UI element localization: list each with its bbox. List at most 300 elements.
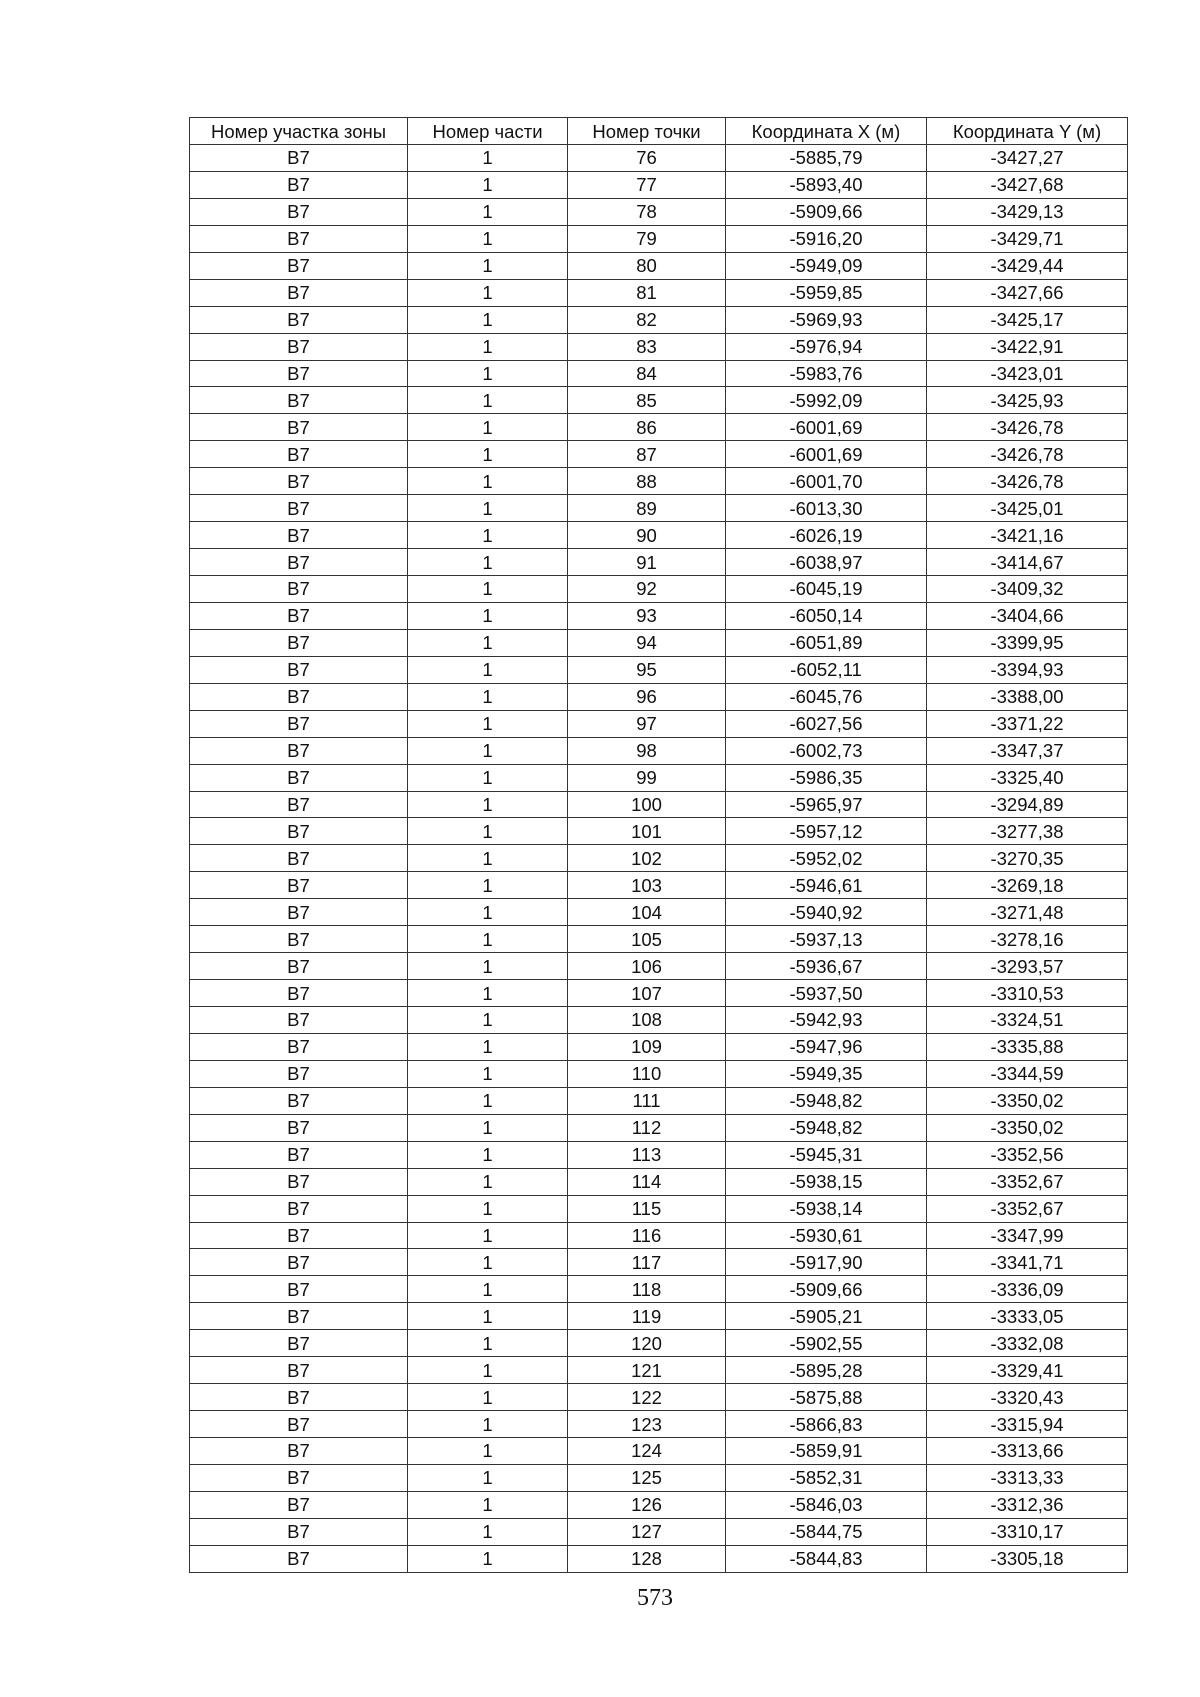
cell-coordinate-y: -3409,32	[927, 576, 1128, 603]
cell-point-number: 101	[568, 818, 726, 845]
cell-coordinate-y: -3425,93	[927, 387, 1128, 414]
cell-coordinate-x: -5959,85	[726, 279, 927, 306]
cell-coordinate-x: -5852,31	[726, 1464, 927, 1491]
cell-coordinate-y: -3329,41	[927, 1357, 1128, 1384]
cell-part-number: 1	[408, 926, 568, 953]
cell-coordinate-x: -5902,55	[726, 1330, 927, 1357]
coordinates-table	[189, 117, 1128, 1573]
table-row	[190, 1438, 1128, 1465]
cell-coordinate-x: -5948,82	[726, 1087, 927, 1114]
cell-coordinate-y: -3310,17	[927, 1518, 1128, 1545]
cell-part-number: 1	[408, 1276, 568, 1303]
table-row	[190, 953, 1128, 980]
table-row	[190, 1357, 1128, 1384]
cell-coordinate-y: -3324,51	[927, 1007, 1128, 1034]
cell-point-number: 89	[568, 495, 726, 522]
cell-coordinate-x: -5844,75	[726, 1518, 927, 1545]
cell-zone-section: В7	[190, 333, 408, 360]
cell-coordinate-x: -5937,13	[726, 926, 927, 953]
table-row	[190, 737, 1128, 764]
cell-coordinate-y: -3404,66	[927, 602, 1128, 629]
header-coordinate-x: Координата X (м)	[726, 118, 927, 145]
cell-coordinate-x: -6027,56	[726, 710, 927, 737]
cell-coordinate-y: -3371,22	[927, 710, 1128, 737]
cell-zone-section: В7	[190, 1303, 408, 1330]
table-row	[190, 360, 1128, 387]
cell-zone-section: В7	[190, 1464, 408, 1491]
cell-zone-section: В7	[190, 1007, 408, 1034]
cell-coordinate-y: -3429,71	[927, 225, 1128, 252]
cell-coordinate-y: -3333,05	[927, 1303, 1128, 1330]
table-row	[190, 1222, 1128, 1249]
cell-zone-section: В7	[190, 1195, 408, 1222]
cell-zone-section: В7	[190, 872, 408, 899]
cell-point-number: 102	[568, 845, 726, 872]
cell-zone-section: В7	[190, 602, 408, 629]
cell-part-number: 1	[408, 1141, 568, 1168]
cell-coordinate-y: -3313,33	[927, 1464, 1128, 1491]
cell-point-number: 77	[568, 171, 726, 198]
cell-coordinate-x: -5930,61	[726, 1222, 927, 1249]
cell-part-number: 1	[408, 899, 568, 926]
cell-part-number: 1	[408, 252, 568, 279]
cell-part-number: 1	[408, 1195, 568, 1222]
cell-coordinate-x: -6051,89	[726, 629, 927, 656]
cell-part-number: 1	[408, 953, 568, 980]
cell-zone-section: В7	[190, 495, 408, 522]
cell-zone-section: В7	[190, 198, 408, 225]
cell-point-number: 82	[568, 306, 726, 333]
cell-coordinate-x: -5859,91	[726, 1438, 927, 1465]
cell-part-number: 1	[408, 1222, 568, 1249]
cell-part-number: 1	[408, 1411, 568, 1438]
cell-coordinate-x: -6001,69	[726, 441, 927, 468]
table-row	[190, 441, 1128, 468]
cell-point-number: 126	[568, 1491, 726, 1518]
cell-coordinate-x: -5948,82	[726, 1114, 927, 1141]
cell-coordinate-y: -3344,59	[927, 1060, 1128, 1087]
cell-coordinate-x: -5965,97	[726, 791, 927, 818]
cell-coordinate-y: -3325,40	[927, 764, 1128, 791]
cell-coordinate-x: -5983,76	[726, 360, 927, 387]
cell-zone-section: В7	[190, 737, 408, 764]
cell-coordinate-x: -5893,40	[726, 171, 927, 198]
cell-part-number: 1	[408, 468, 568, 495]
cell-part-number: 1	[408, 576, 568, 603]
cell-part-number: 1	[408, 333, 568, 360]
table-row	[190, 1384, 1128, 1411]
cell-zone-section: В7	[190, 1087, 408, 1114]
cell-coordinate-x: -5976,94	[726, 333, 927, 360]
cell-coordinate-x: -5952,02	[726, 845, 927, 872]
cell-point-number: 97	[568, 710, 726, 737]
cell-part-number: 1	[408, 1464, 568, 1491]
cell-part-number: 1	[408, 1545, 568, 1572]
cell-point-number: 94	[568, 629, 726, 656]
table-row	[190, 1518, 1128, 1545]
cell-part-number: 1	[408, 1033, 568, 1060]
cell-zone-section: В7	[190, 1168, 408, 1195]
cell-part-number: 1	[408, 171, 568, 198]
table-row	[190, 1303, 1128, 1330]
cell-point-number: 125	[568, 1464, 726, 1491]
cell-coordinate-y: -3332,08	[927, 1330, 1128, 1357]
cell-coordinate-x: -6026,19	[726, 522, 927, 549]
cell-point-number: 111	[568, 1087, 726, 1114]
cell-zone-section: В7	[190, 522, 408, 549]
cell-coordinate-x: -5938,14	[726, 1195, 927, 1222]
cell-point-number: 107	[568, 980, 726, 1007]
cell-part-number: 1	[408, 1518, 568, 1545]
cell-coordinate-x: -5937,50	[726, 980, 927, 1007]
cell-coordinate-x: -6002,73	[726, 737, 927, 764]
cell-zone-section: В7	[190, 1438, 408, 1465]
cell-coordinate-x: -5986,35	[726, 764, 927, 791]
cell-zone-section: В7	[190, 1141, 408, 1168]
cell-part-number: 1	[408, 1303, 568, 1330]
table-row	[190, 710, 1128, 737]
cell-zone-section: В7	[190, 1276, 408, 1303]
table-row	[190, 872, 1128, 899]
table-row	[190, 1330, 1128, 1357]
table-row	[190, 198, 1128, 225]
cell-coordinate-x: -6001,69	[726, 414, 927, 441]
cell-coordinate-y: -3429,44	[927, 252, 1128, 279]
cell-part-number: 1	[408, 1330, 568, 1357]
cell-coordinate-x: -6045,19	[726, 576, 927, 603]
cell-zone-section: В7	[190, 441, 408, 468]
cell-point-number: 91	[568, 549, 726, 576]
cell-zone-section: В7	[190, 629, 408, 656]
cell-zone-section: В7	[190, 1033, 408, 1060]
cell-coordinate-x: -5866,83	[726, 1411, 927, 1438]
cell-point-number: 117	[568, 1249, 726, 1276]
cell-zone-section: В7	[190, 1545, 408, 1572]
cell-zone-section: В7	[190, 1330, 408, 1357]
cell-coordinate-y: -3294,89	[927, 791, 1128, 818]
cell-coordinate-y: -3429,13	[927, 198, 1128, 225]
cell-point-number: 90	[568, 522, 726, 549]
cell-coordinate-x: -5846,03	[726, 1491, 927, 1518]
table-row	[190, 818, 1128, 845]
cell-point-number: 76	[568, 145, 726, 172]
cell-point-number: 122	[568, 1384, 726, 1411]
cell-zone-section: В7	[190, 145, 408, 172]
cell-part-number: 1	[408, 387, 568, 414]
cell-point-number: 119	[568, 1303, 726, 1330]
cell-coordinate-y: -3422,91	[927, 333, 1128, 360]
cell-part-number: 1	[408, 1114, 568, 1141]
table-row	[190, 495, 1128, 522]
cell-coordinate-x: -6050,14	[726, 602, 927, 629]
table-row	[190, 1411, 1128, 1438]
cell-point-number: 109	[568, 1033, 726, 1060]
cell-coordinate-x: -5957,12	[726, 818, 927, 845]
cell-point-number: 105	[568, 926, 726, 953]
cell-point-number: 100	[568, 791, 726, 818]
table-row	[190, 252, 1128, 279]
cell-zone-section: В7	[190, 1384, 408, 1411]
cell-coordinate-y: -3352,67	[927, 1168, 1128, 1195]
cell-part-number: 1	[408, 1491, 568, 1518]
table-row	[190, 1060, 1128, 1087]
cell-point-number: 79	[568, 225, 726, 252]
cell-part-number: 1	[408, 683, 568, 710]
cell-zone-section: В7	[190, 414, 408, 441]
cell-coordinate-x: -5949,35	[726, 1060, 927, 1087]
cell-coordinate-x: -5969,93	[726, 306, 927, 333]
cell-coordinate-y: -3320,43	[927, 1384, 1128, 1411]
table-row	[190, 279, 1128, 306]
cell-coordinate-y: -3421,16	[927, 522, 1128, 549]
table-row	[190, 980, 1128, 1007]
table-row	[190, 1033, 1128, 1060]
cell-part-number: 1	[408, 710, 568, 737]
cell-zone-section: В7	[190, 656, 408, 683]
cell-zone-section: В7	[190, 1518, 408, 1545]
cell-point-number: 120	[568, 1330, 726, 1357]
table-row	[190, 387, 1128, 414]
cell-point-number: 116	[568, 1222, 726, 1249]
cell-coordinate-y: -3427,27	[927, 145, 1128, 172]
table-row	[190, 1249, 1128, 1276]
cell-point-number: 98	[568, 737, 726, 764]
cell-coordinate-y: -3312,36	[927, 1491, 1128, 1518]
table-row	[190, 145, 1128, 172]
cell-point-number: 78	[568, 198, 726, 225]
cell-part-number: 1	[408, 225, 568, 252]
header-point-number: Номер точки	[568, 118, 726, 145]
cell-coordinate-y: -3423,01	[927, 360, 1128, 387]
cell-zone-section: В7	[190, 279, 408, 306]
cell-zone-section: В7	[190, 1060, 408, 1087]
cell-zone-section: В7	[190, 953, 408, 980]
cell-coordinate-x: -5947,96	[726, 1033, 927, 1060]
table-row	[190, 576, 1128, 603]
table-row	[190, 899, 1128, 926]
cell-part-number: 1	[408, 629, 568, 656]
cell-coordinate-y: -3347,37	[927, 737, 1128, 764]
cell-zone-section: В7	[190, 764, 408, 791]
cell-point-number: 127	[568, 1518, 726, 1545]
cell-coordinate-x: -6001,70	[726, 468, 927, 495]
cell-part-number: 1	[408, 1087, 568, 1114]
cell-zone-section: В7	[190, 549, 408, 576]
cell-point-number: 95	[568, 656, 726, 683]
table-row	[190, 1464, 1128, 1491]
cell-coordinate-y: -3350,02	[927, 1114, 1128, 1141]
cell-coordinate-y: -3394,93	[927, 656, 1128, 683]
cell-coordinate-x: -5844,83	[726, 1545, 927, 1572]
cell-coordinate-x: -5992,09	[726, 387, 927, 414]
cell-point-number: 115	[568, 1195, 726, 1222]
page-number: 573	[637, 1585, 673, 1611]
cell-coordinate-x: -5916,20	[726, 225, 927, 252]
cell-coordinate-y: -3427,68	[927, 171, 1128, 198]
cell-zone-section: В7	[190, 818, 408, 845]
cell-coordinate-y: -3313,66	[927, 1438, 1128, 1465]
cell-point-number: 108	[568, 1007, 726, 1034]
cell-coordinate-y: -3350,02	[927, 1087, 1128, 1114]
cell-zone-section: В7	[190, 845, 408, 872]
table-row	[190, 656, 1128, 683]
cell-point-number: 113	[568, 1141, 726, 1168]
cell-zone-section: В7	[190, 1357, 408, 1384]
cell-coordinate-y: -3414,67	[927, 549, 1128, 576]
cell-coordinate-y: -3278,16	[927, 926, 1128, 953]
cell-coordinate-x: -5945,31	[726, 1141, 927, 1168]
cell-coordinate-x: -5949,09	[726, 252, 927, 279]
cell-part-number: 1	[408, 1438, 568, 1465]
cell-point-number: 84	[568, 360, 726, 387]
table-header-row	[190, 118, 1128, 145]
header-part-number: Номер части	[408, 118, 568, 145]
cell-coordinate-x: -5946,61	[726, 872, 927, 899]
cell-point-number: 85	[568, 387, 726, 414]
cell-coordinate-y: -3352,67	[927, 1195, 1128, 1222]
table-row	[190, 1545, 1128, 1572]
cell-coordinate-x: -5917,90	[726, 1249, 927, 1276]
table-row	[190, 333, 1128, 360]
cell-point-number: 118	[568, 1276, 726, 1303]
cell-zone-section: В7	[190, 683, 408, 710]
cell-point-number: 123	[568, 1411, 726, 1438]
cell-zone-section: В7	[190, 1222, 408, 1249]
table-row	[190, 1007, 1128, 1034]
cell-zone-section: В7	[190, 468, 408, 495]
table-row	[190, 522, 1128, 549]
cell-point-number: 92	[568, 576, 726, 603]
cell-part-number: 1	[408, 845, 568, 872]
cell-zone-section: В7	[190, 980, 408, 1007]
cell-point-number: 128	[568, 1545, 726, 1572]
cell-part-number: 1	[408, 980, 568, 1007]
cell-zone-section: В7	[190, 1491, 408, 1518]
cell-coordinate-x: -5942,93	[726, 1007, 927, 1034]
table-row	[190, 602, 1128, 629]
cell-coordinate-x: -6052,11	[726, 656, 927, 683]
cell-coordinate-x: -5938,15	[726, 1168, 927, 1195]
table-body	[190, 145, 1128, 1573]
cell-coordinate-x: -5885,79	[726, 145, 927, 172]
cell-part-number: 1	[408, 602, 568, 629]
cell-coordinate-y: -3399,95	[927, 629, 1128, 656]
cell-zone-section: В7	[190, 171, 408, 198]
cell-coordinate-y: -3336,09	[927, 1276, 1128, 1303]
table-row	[190, 845, 1128, 872]
cell-zone-section: В7	[190, 225, 408, 252]
header-zone-section: Номер участка зоны	[190, 118, 408, 145]
cell-coordinate-y: -3426,78	[927, 468, 1128, 495]
table-row	[190, 306, 1128, 333]
cell-zone-section: В7	[190, 899, 408, 926]
cell-zone-section: В7	[190, 710, 408, 737]
cell-coordinate-y: -3341,71	[927, 1249, 1128, 1276]
cell-point-number: 106	[568, 953, 726, 980]
table-row	[190, 549, 1128, 576]
cell-part-number: 1	[408, 522, 568, 549]
cell-point-number: 114	[568, 1168, 726, 1195]
cell-coordinate-y: -3426,78	[927, 414, 1128, 441]
cell-part-number: 1	[408, 1249, 568, 1276]
cell-part-number: 1	[408, 1168, 568, 1195]
cell-coordinate-y: -3426,78	[927, 441, 1128, 468]
cell-part-number: 1	[408, 1384, 568, 1411]
cell-part-number: 1	[408, 1007, 568, 1034]
cell-coordinate-x: -5905,21	[726, 1303, 927, 1330]
cell-point-number: 110	[568, 1060, 726, 1087]
cell-coordinate-x: -5936,67	[726, 953, 927, 980]
cell-point-number: 96	[568, 683, 726, 710]
table-row	[190, 1087, 1128, 1114]
cell-zone-section: В7	[190, 1249, 408, 1276]
cell-coordinate-y: -3277,38	[927, 818, 1128, 845]
cell-zone-section: В7	[190, 306, 408, 333]
cell-coordinate-x: -6045,76	[726, 683, 927, 710]
cell-coordinate-y: -3293,57	[927, 953, 1128, 980]
cell-part-number: 1	[408, 198, 568, 225]
cell-zone-section: В7	[190, 926, 408, 953]
cell-point-number: 93	[568, 602, 726, 629]
cell-coordinate-y: -3271,48	[927, 899, 1128, 926]
cell-coordinate-x: -6038,97	[726, 549, 927, 576]
table-row	[190, 414, 1128, 441]
table-row	[190, 629, 1128, 656]
cell-coordinate-y: -3269,18	[927, 872, 1128, 899]
cell-part-number: 1	[408, 495, 568, 522]
cell-part-number: 1	[408, 764, 568, 791]
table-row	[190, 1141, 1128, 1168]
table-row	[190, 683, 1128, 710]
cell-point-number: 86	[568, 414, 726, 441]
table-row	[190, 791, 1128, 818]
cell-coordinate-x: -5909,66	[726, 1276, 927, 1303]
cell-coordinate-y: -3425,01	[927, 495, 1128, 522]
cell-part-number: 1	[408, 1357, 568, 1384]
cell-point-number: 104	[568, 899, 726, 926]
cell-zone-section: В7	[190, 1114, 408, 1141]
cell-point-number: 112	[568, 1114, 726, 1141]
cell-coordinate-x: -6013,30	[726, 495, 927, 522]
cell-point-number: 81	[568, 279, 726, 306]
cell-coordinate-y: -3310,53	[927, 980, 1128, 1007]
cell-part-number: 1	[408, 818, 568, 845]
cell-point-number: 80	[568, 252, 726, 279]
cell-part-number: 1	[408, 872, 568, 899]
cell-coordinate-y: -3305,18	[927, 1545, 1128, 1572]
cell-coordinate-x: -5909,66	[726, 198, 927, 225]
cell-part-number: 1	[408, 441, 568, 468]
cell-coordinate-y: -3315,94	[927, 1411, 1128, 1438]
cell-coordinate-y: -3347,99	[927, 1222, 1128, 1249]
table-row	[190, 764, 1128, 791]
cell-zone-section: В7	[190, 1411, 408, 1438]
cell-point-number: 124	[568, 1438, 726, 1465]
cell-part-number: 1	[408, 791, 568, 818]
table-row	[190, 926, 1128, 953]
cell-zone-section: В7	[190, 252, 408, 279]
table-row	[190, 468, 1128, 495]
table-row	[190, 1276, 1128, 1303]
table-row	[190, 1195, 1128, 1222]
cell-point-number: 87	[568, 441, 726, 468]
cell-part-number: 1	[408, 145, 568, 172]
table-row	[190, 1491, 1128, 1518]
cell-coordinate-x: -5940,92	[726, 899, 927, 926]
cell-part-number: 1	[408, 656, 568, 683]
cell-coordinate-y: -3427,66	[927, 279, 1128, 306]
cell-point-number: 121	[568, 1357, 726, 1384]
